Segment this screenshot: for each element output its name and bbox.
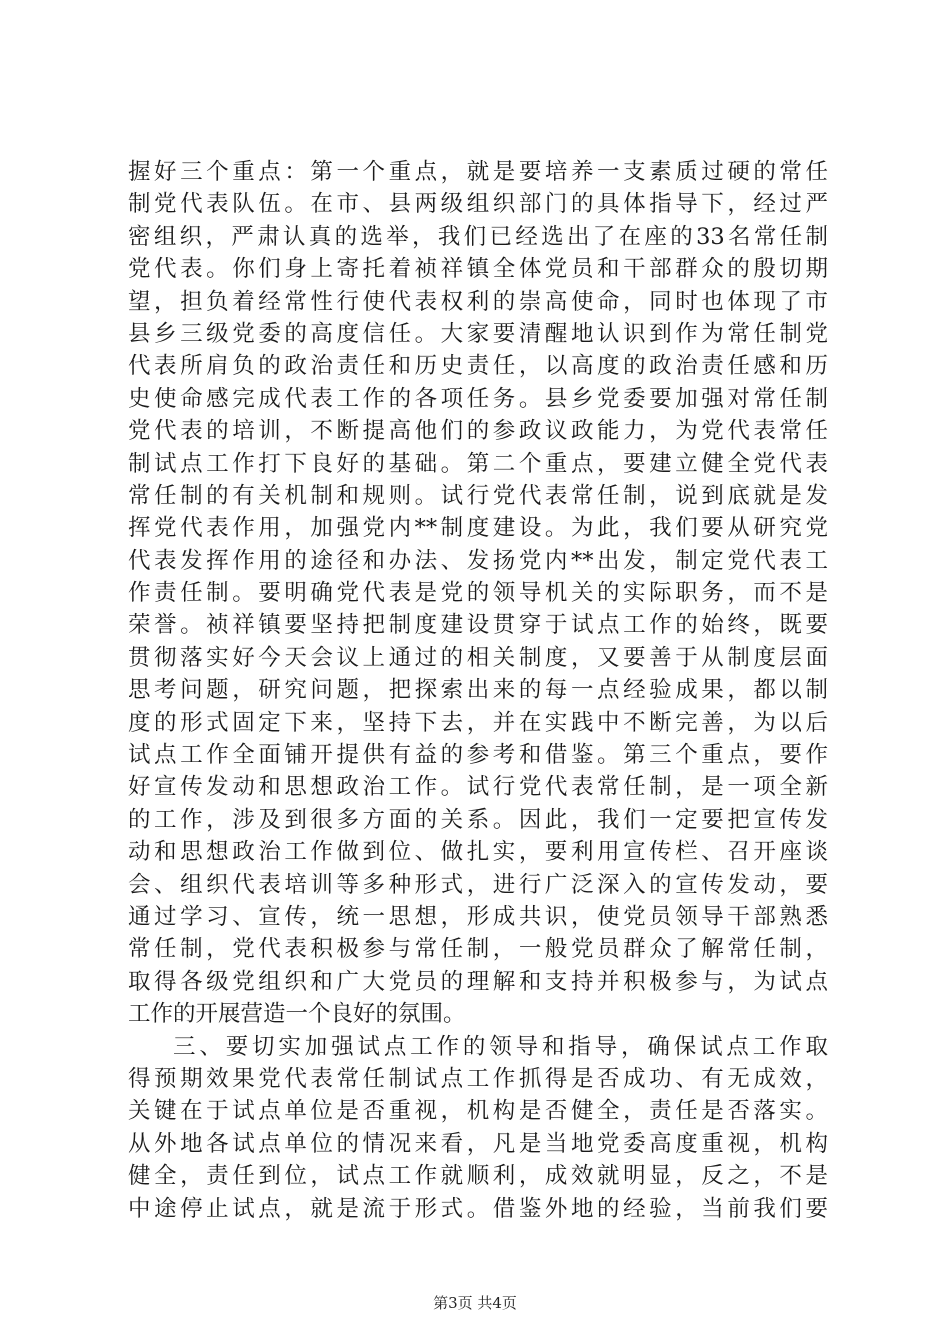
text-line: 通过学习、宣传，统一思想，形成共识，使党员领导干部熟悉 (128, 903, 828, 930)
text-line: 关键在于试点单位是否重视，机构是否健全，责任是否落实。 (128, 1098, 828, 1125)
text-line: 党代表。你们身上寄托着祯祥镇全体党员和干部群众的殷切期 (128, 256, 828, 283)
text-line: 动和思想政治工作做到位、做扎实，要利用宣传栏、召开座谈 (128, 839, 828, 866)
text-line: 常任制，党代表积极参与常任制，一般党员群众了解常任制， (128, 936, 828, 963)
text-line: 从外地各试点单位的情况来看，凡是当地党委高度重视，机构 (128, 1130, 828, 1157)
text-line: 密组织，严肃认真的选举，我们已经选出了在座的33名常任制 (128, 223, 828, 250)
text-line: 县乡三级党委的高度信任。大家要清醒地认识到作为常任制党 (128, 320, 828, 347)
page-footer (0, 1293, 950, 1313)
page-number: 第3页 共4页 (433, 1294, 517, 1312)
text-line: 思考问题，研究问题，把探索出来的每一点经验成果，都以制 (128, 677, 828, 704)
text-line: 好宣传发动和思想政治工作。试行党代表常任制，是一项全新 (128, 774, 828, 801)
paragraph-end-line: 工作的开展营造一个良好的氛围。 (128, 1001, 466, 1028)
text-line: 代表所肩负的政治责任和历史责任，以高度的政治责任感和历 (128, 353, 828, 380)
section-heading-line: 三、要切实加强试点工作的领导和指导，确保试点工作取 (173, 1033, 828, 1060)
text-line: 挥党代表作用，加强党内**制度建设。为此，我们要从研究党 (128, 515, 828, 542)
text-line: 试点工作全面铺开提供有益的参考和借鉴。第三个重点，要作 (128, 742, 828, 769)
text-line: 荣誉。祯祥镇要坚持把制度建设贯穿于试点工作的始终，既要 (128, 612, 828, 639)
text-line: 望，担负着经常性行使代表权利的崇高使命，同时也体现了市 (128, 288, 828, 315)
text-line: 握好三个重点：第一个重点，就是要培养一支素质过硬的常任 (128, 159, 828, 185)
text-line: 中途停止试点，就是流于形式。借鉴外地的经验，当前我们要 (128, 1195, 828, 1222)
text-line: 代表发挥作用的途径和办法、发扬党内**出发，制定党代表工 (128, 547, 828, 574)
text-line: 的工作，涉及到很多方面的关系。因此，我们一定要把宣传发 (128, 806, 828, 833)
text-line: 制党代表队伍。在市、县两级组织部门的具体指导下，经过严 (128, 191, 828, 218)
text-line: 取得各级党组织和广大党员的理解和支持并积极参与，为试点 (128, 968, 828, 995)
text-line: 健全，责任到位，试点工作就顺利，成效就明显，反之，不是 (128, 1163, 828, 1190)
text-line: 党代表的培训，不断提高他们的参政议政能力，为党代表常任 (128, 418, 828, 445)
text-line: 史使命感完成代表工作的各项任务。县乡党委要加强对常任制 (128, 385, 828, 412)
text-line: 贯彻落实好今天会议上通过的相关制度，又要善于从制度层面 (128, 644, 828, 671)
text-line: 常任制的有关机制和规则。试行党代表常任制，说到底就是发 (128, 482, 828, 509)
text-line: 作责任制。要明确党代表是党的领导机关的实际职务，而不是 (128, 580, 828, 607)
text-line: 制试点工作打下良好的基础。第二个重点，要建立健全党代表 (128, 450, 828, 477)
text-line: 度的形式固定下来，坚持下去，并在实践中不断完善，为以后 (128, 709, 828, 736)
document-body (128, 156, 828, 1225)
text-line: 得预期效果党代表常任制试点工作抓得是否成功、有无成效， (128, 1065, 828, 1092)
text-line: 会、组织代表培训等多种形式，进行广泛深入的宣传发动，要 (128, 871, 828, 898)
